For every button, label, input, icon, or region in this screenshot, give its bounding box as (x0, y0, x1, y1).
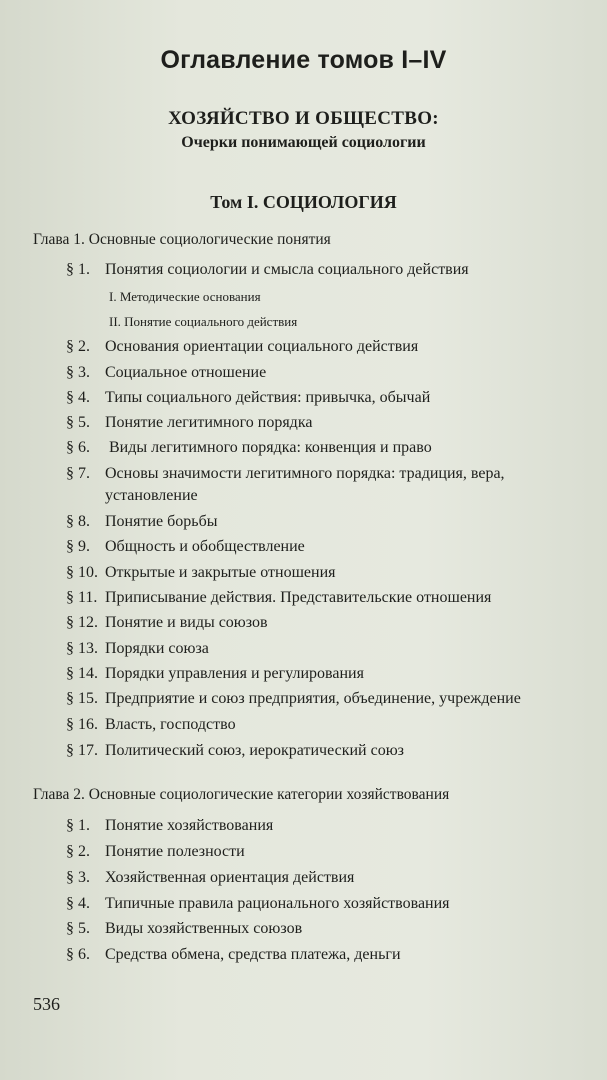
work-subtitle: Очерки понимающей социологии (181, 134, 426, 151)
section-title: Политический союз, иерократический союз (105, 742, 404, 759)
section-title: Понятие легитимного порядка (105, 414, 313, 431)
section-number: § 4. (66, 389, 90, 406)
section-number: § 9. (66, 538, 90, 555)
section-title: Виды хозяйственных союзов (105, 920, 303, 937)
section-title: Виды легитимного порядка: конвенция и право (109, 439, 432, 456)
section-number: § 1. (66, 261, 90, 278)
section-number: § 5. (66, 920, 90, 937)
section-number: § 6. (66, 439, 90, 456)
section-number: § 14. (66, 665, 98, 682)
section-number: § 12. (66, 614, 98, 631)
subsection-title: II. Понятие социального действия (109, 314, 298, 329)
section-title: Типичные правила рационального хозяйствования (105, 895, 450, 912)
section-title: Власть, господство (105, 716, 236, 733)
chapter-2-title: Глава 2. Основные социологические категории хозяйствования (33, 786, 450, 803)
section-title: Открытые и закрытые отношения (105, 564, 336, 581)
section-title: Понятие хозяйствования (105, 817, 274, 834)
section-number: § 2. (66, 338, 90, 355)
chapter-1-title: Глава 1. Основные социологические понятия (33, 231, 331, 248)
section-title: Общность и обобществление (105, 538, 305, 555)
section-title: Понятие борьбы (105, 513, 218, 530)
work-title: ХОЗЯЙСТВО И ОБЩЕСТВО: (168, 108, 439, 129)
section-number: § 17. (66, 742, 98, 759)
section-number: § 8. (66, 513, 90, 530)
section-number: § 10. (66, 564, 98, 581)
section-number: § 4. (66, 895, 90, 912)
section-title: Понятие и виды союзов (105, 614, 268, 631)
section-number: § 7. (66, 465, 90, 482)
section-title: Средства обмена, средства платежа, деньги (105, 946, 401, 963)
section-number: § 11. (66, 589, 98, 606)
section-title: Типы социального действия: привычка, обычай (105, 389, 431, 406)
section-title: Предприятие и союз предприятия, объединение, учреждение (105, 690, 521, 707)
section-number: § 13. (66, 640, 98, 657)
section-title: Порядки управления и регулирования (105, 665, 364, 682)
section-title: Приписывание действия. Представительские отношения (105, 589, 492, 606)
contents-heading: Оглавление томов I–IV (160, 46, 447, 74)
section-title: Социальное отношение (105, 364, 267, 381)
section-number: § 3. (66, 869, 90, 886)
section-title: Основы значимости легитимного порядка: традиция, вера, установление (105, 465, 505, 504)
section-title: Порядки союза (105, 640, 209, 657)
page-number: 536 (33, 994, 60, 1014)
section-number: § 3. (66, 364, 90, 381)
section-title: Понятия социологии и смысла социального действия (105, 261, 469, 278)
section-number: § 1. (66, 817, 90, 834)
section-number: § 2. (66, 843, 90, 860)
section-title: Понятие полезности (105, 843, 245, 860)
section-number: § 16. (66, 716, 98, 733)
section-number: § 15. (66, 690, 98, 707)
section-title: Хозяйственная ориентация действия (105, 869, 355, 886)
subsection-title: I. Методические основания (109, 289, 261, 304)
section-title: Основания ориентации социального действия (105, 338, 419, 355)
section-number: § 5. (66, 414, 90, 431)
section-number: § 6. (66, 946, 90, 963)
volume-title: Том I. СОЦИОЛОГИЯ (210, 192, 397, 212)
